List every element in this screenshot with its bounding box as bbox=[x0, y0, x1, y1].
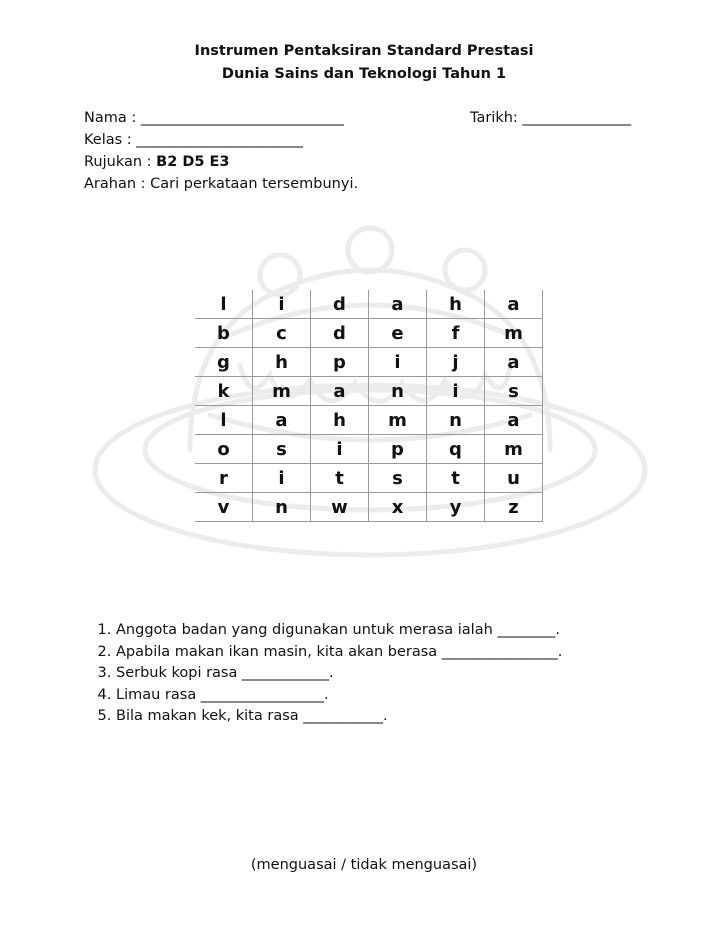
grid-cell: i bbox=[253, 290, 311, 319]
grid-row bbox=[195, 377, 543, 406]
grid-cell: a bbox=[311, 377, 369, 406]
tarikh-blank: _______________ bbox=[522, 110, 632, 126]
kelas-blank: _______________________ bbox=[136, 132, 304, 148]
grid-cell: m bbox=[369, 406, 427, 435]
assessment-status: (menguasai / tidak menguasai) bbox=[250, 857, 478, 873]
grid-cell: g bbox=[195, 348, 253, 377]
arahan-value: Cari perkataan tersembunyi. bbox=[150, 176, 359, 192]
grid-cell: j bbox=[427, 348, 485, 377]
grid-cell: x bbox=[369, 493, 427, 522]
grid-cell: m bbox=[485, 435, 543, 464]
word-search-grid bbox=[195, 290, 543, 522]
grid-cell: f bbox=[427, 319, 485, 348]
grid-cell: i bbox=[311, 435, 369, 464]
grid-cell: l bbox=[195, 290, 253, 319]
nama-blank: ____________________________ bbox=[140, 110, 344, 126]
question-list bbox=[84, 620, 562, 728]
grid-cell: t bbox=[311, 464, 369, 493]
grid-cell: v bbox=[195, 493, 253, 522]
grid-cell: e bbox=[369, 319, 427, 348]
grid-cell: a bbox=[485, 348, 543, 377]
rujukan-value: B2 D5 E3 bbox=[156, 154, 230, 170]
grid-cell: n bbox=[253, 493, 311, 522]
grid-cell: c bbox=[253, 319, 311, 348]
question-item: 2. Apabila makan ikan masin, kita akan berasa ________________. bbox=[116, 642, 562, 664]
nama-field bbox=[84, 108, 344, 128]
grid-cell: r bbox=[195, 464, 253, 493]
grid-cell: b bbox=[195, 319, 253, 348]
grid-cell: m bbox=[253, 377, 311, 406]
rujukan-label: Rujukan : bbox=[84, 154, 157, 170]
grid-cell: h bbox=[311, 406, 369, 435]
grid-cell: i bbox=[427, 377, 485, 406]
question-item: 3. Serbuk kopi rasa ____________. bbox=[116, 663, 562, 685]
nama-label: Nama : bbox=[84, 110, 141, 126]
grid-cell: a bbox=[485, 406, 543, 435]
question-item: 1. Anggota badan yang digunakan untuk merasa ialah ________. bbox=[116, 620, 562, 642]
arahan-label: Arahan : bbox=[84, 176, 151, 192]
tarikh-field bbox=[470, 108, 631, 128]
grid-cell: d bbox=[311, 319, 369, 348]
question-item: 4. Limau rasa _________________. bbox=[116, 685, 562, 707]
grid-cell: o bbox=[195, 435, 253, 464]
grid-cell: k bbox=[195, 377, 253, 406]
grid-row bbox=[195, 406, 543, 435]
grid-cell: p bbox=[311, 348, 369, 377]
grid-cell: h bbox=[253, 348, 311, 377]
grid-cell: d bbox=[311, 290, 369, 319]
grid-cell: n bbox=[427, 406, 485, 435]
grid-cell: l bbox=[195, 406, 253, 435]
grid-cell: q bbox=[427, 435, 485, 464]
tarikh-label: Tarikh: bbox=[470, 110, 523, 126]
grid-cell: y bbox=[427, 493, 485, 522]
arahan-field bbox=[84, 174, 358, 194]
grid-row bbox=[195, 319, 543, 348]
rujukan-field bbox=[84, 152, 230, 172]
grid-cell: a bbox=[253, 406, 311, 435]
grid-row bbox=[195, 348, 543, 377]
grid-cell: a bbox=[485, 290, 543, 319]
grid-row bbox=[195, 290, 543, 319]
grid-cell: s bbox=[253, 435, 311, 464]
question-item: 5. Bila makan kek, kita rasa ___________. bbox=[116, 706, 562, 728]
grid-cell: s bbox=[485, 377, 543, 406]
grid-row bbox=[195, 493, 543, 522]
grid-cell: m bbox=[485, 319, 543, 348]
grid-cell: n bbox=[369, 377, 427, 406]
header-title-line2: Dunia Sains dan Teknologi Tahun 1 bbox=[221, 66, 507, 82]
grid-row bbox=[195, 435, 543, 464]
grid-cell: p bbox=[369, 435, 427, 464]
grid-cell: w bbox=[311, 493, 369, 522]
grid-cell: s bbox=[369, 464, 427, 493]
kelas-label: Kelas : bbox=[84, 132, 137, 148]
header-title-line1: Instrumen Pentaksiran Standard Prestasi bbox=[194, 43, 534, 59]
grid-cell: u bbox=[485, 464, 543, 493]
grid-cell: h bbox=[427, 290, 485, 319]
grid-cell: i bbox=[369, 348, 427, 377]
kelas-field bbox=[84, 130, 303, 150]
grid-row bbox=[195, 464, 543, 493]
grid-cell: z bbox=[485, 493, 543, 522]
grid-cell: a bbox=[369, 290, 427, 319]
worksheet-header bbox=[0, 40, 728, 86]
grid-cell: i bbox=[253, 464, 311, 493]
grid-cell: t bbox=[427, 464, 485, 493]
